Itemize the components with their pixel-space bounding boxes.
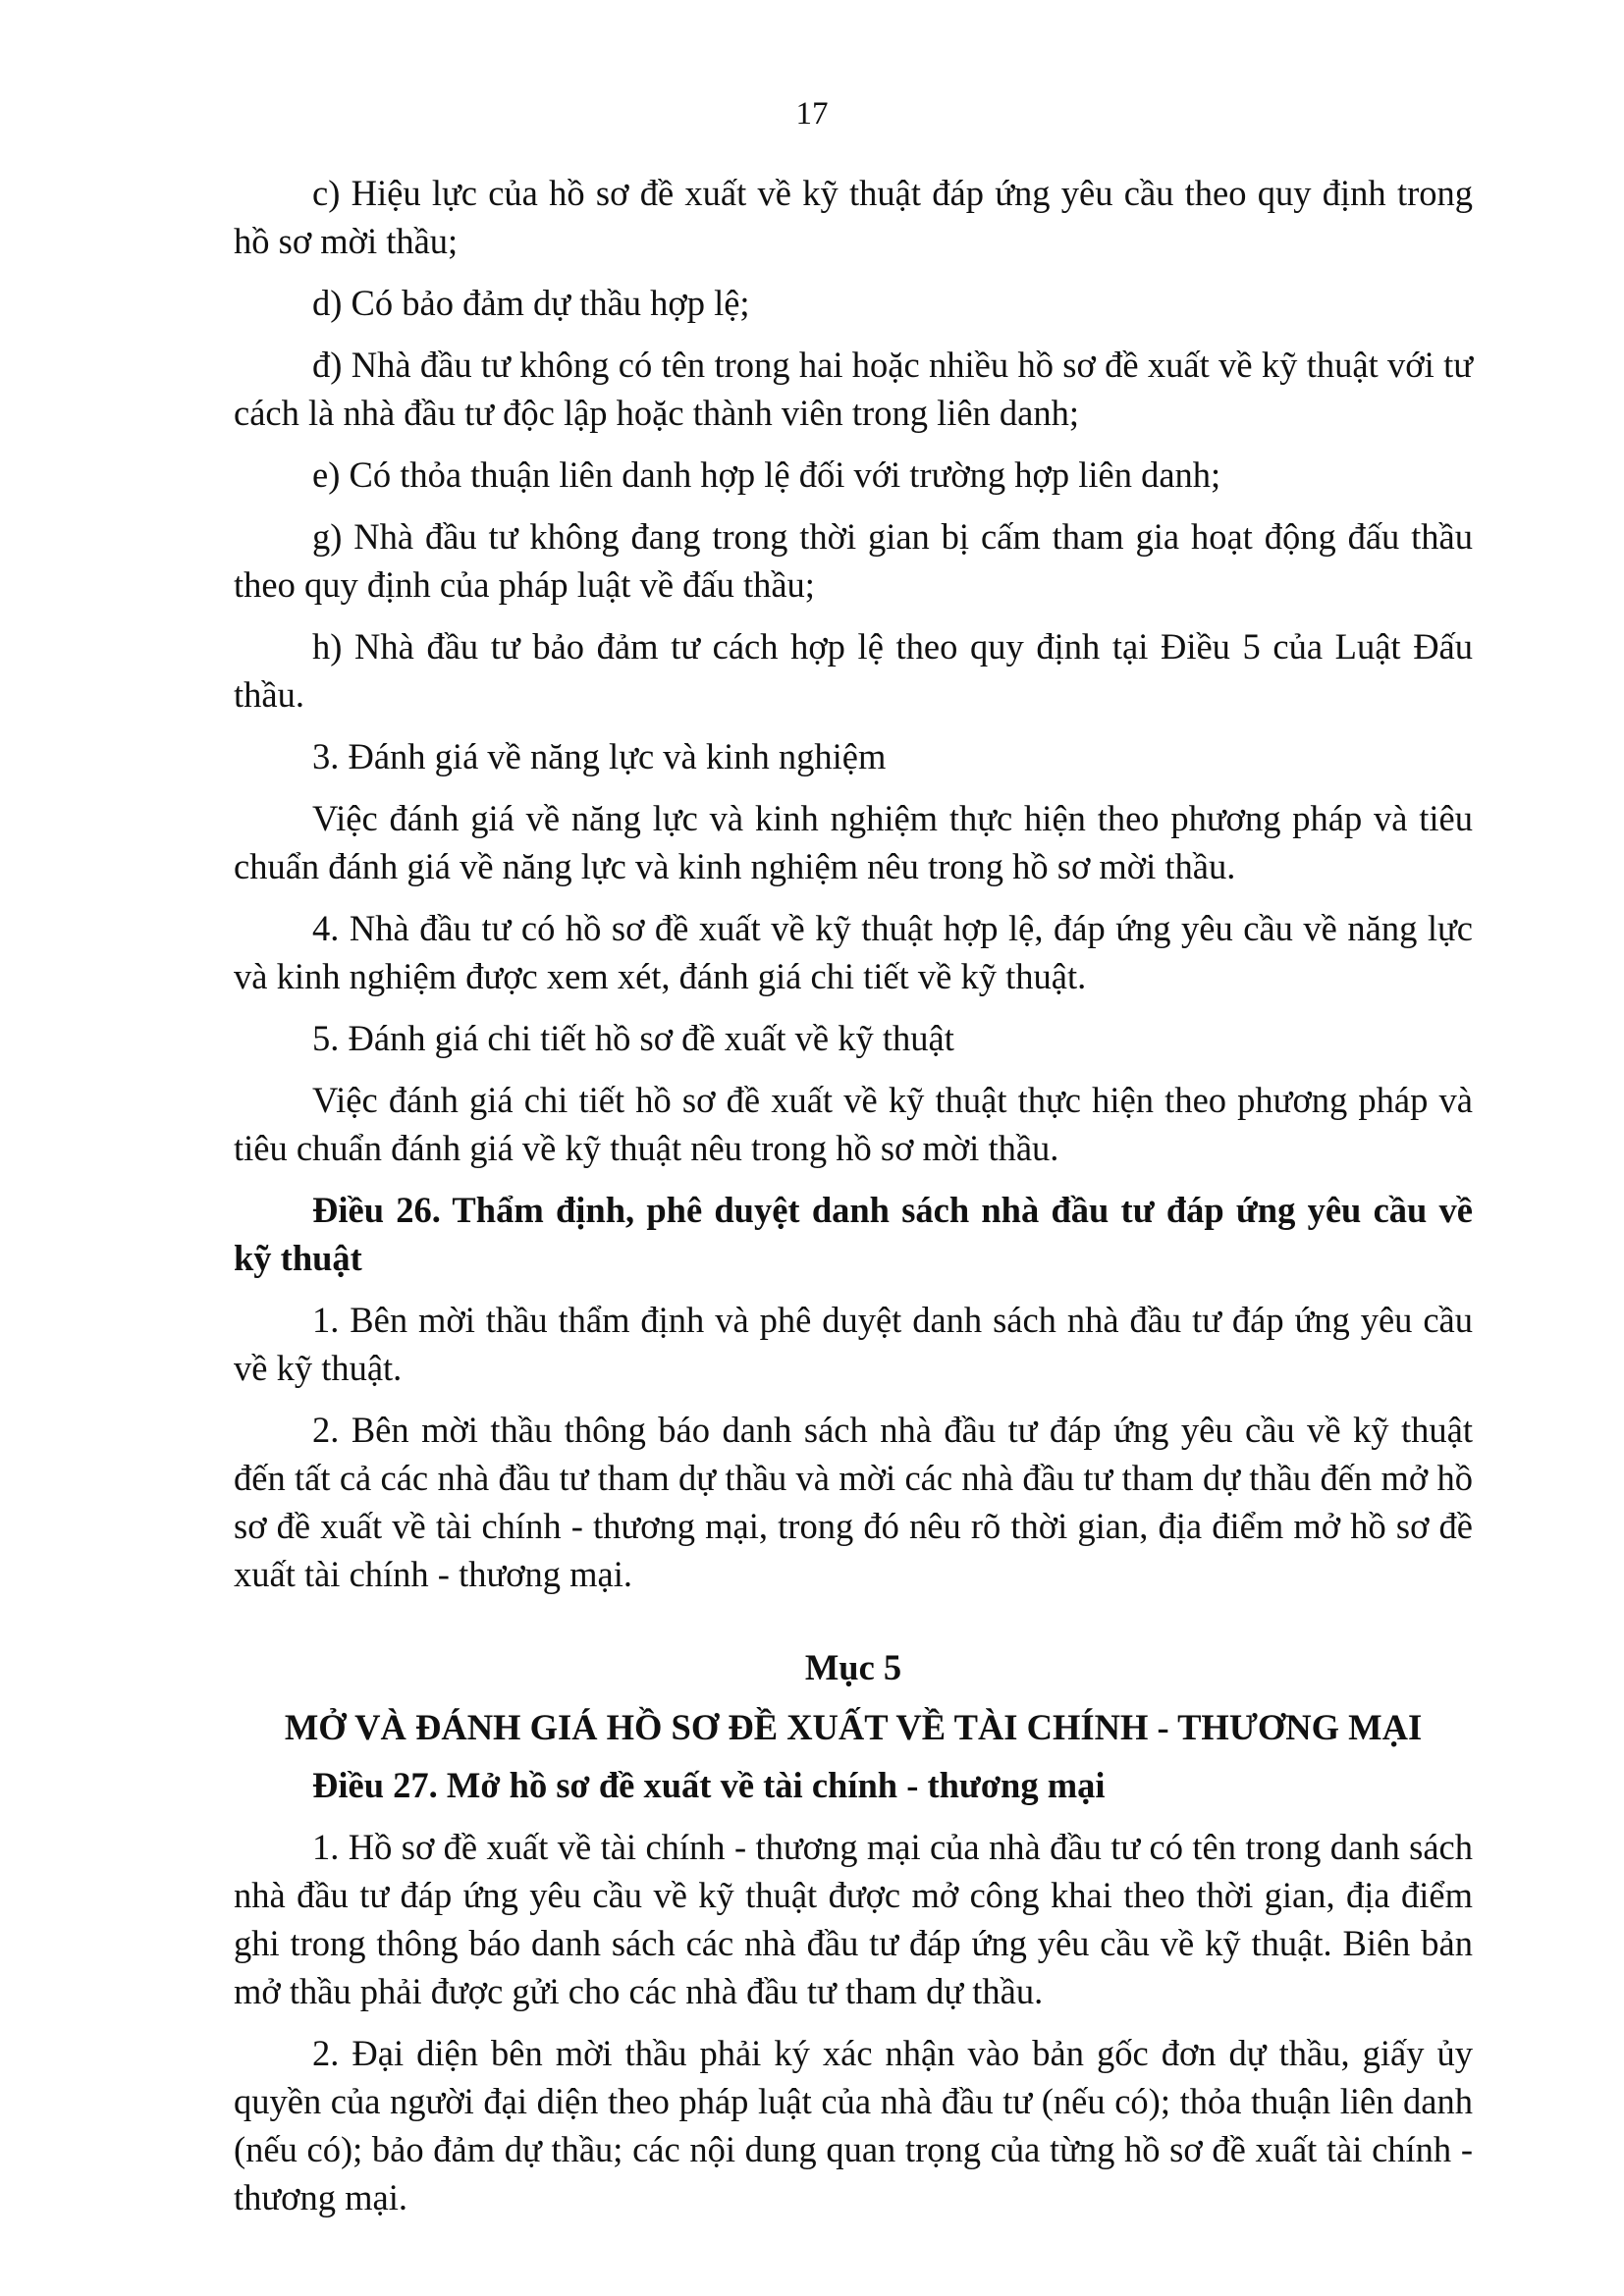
clause-d: d) Có bảo đảm dự thầu hợp lệ; [312, 283, 750, 323]
document-body [234, 169, 1473, 2235]
section-name: MỞ VÀ ĐÁNH GIÁ HỒ SƠ ĐỀ XUẤT VỀ TÀI CHÍNH - THƯƠNG MẠI [284, 1707, 1423, 1747]
item-4: 4. Nhà đầu tư có hồ sơ đề xuất về kỹ thuật hợp lệ, đáp ứng yêu cầu về năng lực và kinh nghiệm được xem xét, đánh giá chi tiết về kỹ thuật. [234, 908, 1473, 996]
article-26-item-2: 2. Bên mời thầu thông báo danh sách nhà đầu tư đáp ứng yêu cầu về kỹ thuật đến tất cả các nhà đầu tư tham dự thầu và mời các nhà đầu tư tham dự thầu đến mở hồ sơ đề xuất về tài chính - thương mại, trong đó nêu rõ thời gian, địa điểm mở hồ sơ đề xuất tài chính - thương mại. [234, 1410, 1473, 1594]
article-26-title: Điều 26. Thẩm định, phê duyệt danh sách nhà đầu tư đáp ứng yêu cầu về kỹ thuật [234, 1190, 1473, 1278]
item-3-heading: 3. Đánh giá về năng lực và kinh nghiệm [312, 736, 887, 776]
clause-h: h) Nhà đầu tư bảo đảm tư cách hợp lệ theo quy định tại Điều 5 của Luật Đấu thầu. [234, 626, 1473, 715]
clause-c: c) Hiệu lực của hồ sơ đề xuất về kỹ thuật đáp ứng yêu cầu theo quy định trong hồ sơ mời thầu; [234, 173, 1473, 261]
item-3-body: Việc đánh giá về năng lực và kinh nghiệm thực hiện theo phương pháp và tiêu chuẩn đánh giá về năng lực và kinh nghiệm nêu trong hồ sơ mời thầu. [234, 798, 1473, 886]
article-27-title: Điều 27. Mở hồ sơ đề xuất về tài chính - thương mại [312, 1765, 1106, 1805]
item-5-body: Việc đánh giá chi tiết hồ sơ đề xuất về kỹ thuật thực hiện theo phương pháp và tiêu chuẩn đánh giá về kỹ thuật nêu trong hồ sơ mời thầu. [234, 1080, 1473, 1168]
clause-g: g) Nhà đầu tư không đang trong thời gian bị cấm tham gia hoạt động đấu thầu theo quy định của pháp luật về đấu thầu; [234, 516, 1473, 605]
section-label: Mục 5 [804, 1647, 902, 1687]
article-27-item-1: 1. Hồ sơ đề xuất về tài chính - thương mại của nhà đầu tư có tên trong danh sách nhà đầu tư đáp ứng yêu cầu về kỹ thuật được mở công khai theo thời gian, địa điểm ghi trong thông báo danh sách các nhà đầu tư đáp ứng yêu cầu về kỹ thuật. Biên bản mở thầu phải được gửi cho các nhà đầu tư tham dự thầu. [234, 1827, 1473, 2011]
article-26-item-1: 1. Bên mời thầu thẩm định và phê duyệt danh sách nhà đầu tư đáp ứng yêu cầu về kỹ thuật. [234, 1300, 1473, 1388]
item-5-heading: 5. Đánh giá chi tiết hồ sơ đề xuất về kỹ thuật [312, 1018, 954, 1058]
clause-dd: đ) Nhà đầu tư không có tên trong hai hoặc nhiều hồ sơ đề xuất về kỹ thuật với tư cách là nhà đầu tư độc lập hoặc thành viên trong liên danh; [234, 345, 1473, 433]
clause-e: e) Có thỏa thuận liên danh hợp lệ đối với trường hợp liên danh; [312, 454, 1221, 495]
article-27-item-2: 2. Đại diện bên mời thầu phải ký xác nhận vào bản gốc đơn dự thầu, giấy ủy quyền của người đại diện theo pháp luật của nhà đầu tư (nếu có); thỏa thuận liên danh (nếu có); bảo đảm dự thầu; các nội dung quan trọng của từng hồ sơ đề xuất tài chính - thương mại. [234, 2033, 1473, 2217]
page-number: 17 [795, 96, 829, 132]
